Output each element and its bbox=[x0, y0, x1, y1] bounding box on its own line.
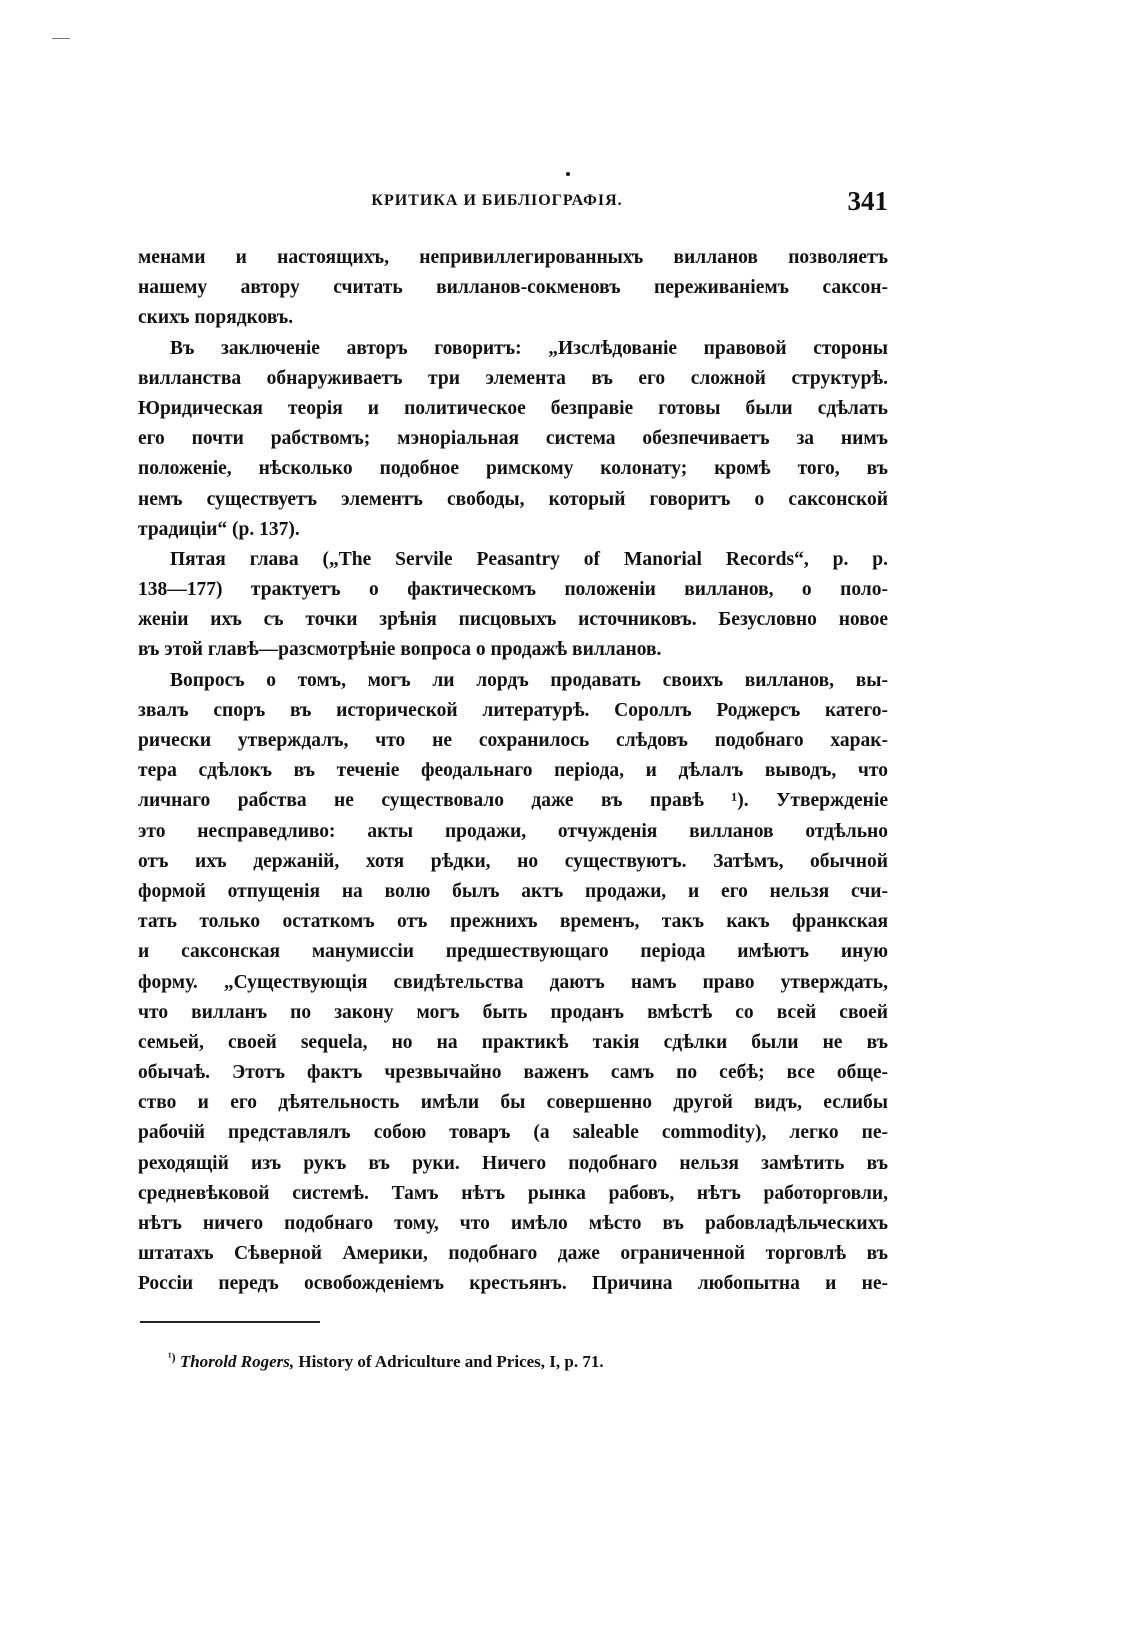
text-line: женіи ихъ съ точки зрѣнія писцовыхъ источниковъ. Безусловно новое bbox=[138, 609, 888, 631]
text-line: Вопросъ о томъ, могъ ли лордъ продавать своихъ вилланов, вы- bbox=[170, 669, 888, 691]
scan-edge-mark bbox=[52, 38, 70, 39]
text-line: Юридическая теорія и политическое безправіе готовы были сдѣлать bbox=[138, 397, 888, 419]
text-line: форму. „Существующія свидѣтельства даютъ намъ право утверждать, bbox=[138, 971, 888, 993]
footnote-author: Thorold Rogers, bbox=[179, 1352, 295, 1371]
text-line: вилланства обнаруживаетъ три элемента въ его сложной структурѣ. bbox=[138, 367, 888, 389]
text-line: личнаго рабства не существовало даже въ правѣ ¹). Утвержденіе bbox=[138, 790, 888, 812]
text-line: штатахъ Сѣверной Америки, подобнаго даже ограниченной торговлѣ въ bbox=[138, 1243, 888, 1265]
footnote bbox=[168, 1350, 604, 1372]
running-head: КРИТИКА И БИБЛІОГРАФІЯ. bbox=[371, 192, 623, 209]
text-line: его почти рабствомъ; мэноріальная система обезпечиваетъ за нимъ bbox=[138, 428, 888, 450]
text-line: обычаѣ. Этотъ фактъ чрезвычайно важенъ самъ по себѣ; все обще- bbox=[138, 1062, 888, 1084]
text-line: и саксонская манумиссіи предшествующаго періода имѣютъ иную bbox=[138, 941, 888, 963]
text-line: тать только остаткомъ отъ прежнихъ временъ, такъ какъ франкская bbox=[138, 911, 888, 933]
text-line: средневѣковой системѣ. Тамъ нѣтъ рынка рабовъ, нѣтъ работорговли, bbox=[138, 1182, 888, 1204]
text-line: Въ заключеніе авторъ говоритъ: „Изслѣдованіе правовой стороны bbox=[170, 337, 888, 359]
footnote-divider bbox=[140, 1321, 320, 1323]
text-line: отъ ихъ держаній, хотя рѣдки, но существуютъ. Затѣмъ, обычной bbox=[138, 850, 888, 872]
footnote-marker: ¹) bbox=[168, 1350, 176, 1364]
text-line: реходящій изъ рукъ въ руки. Ничего подобнаго нельзя замѣтить въ bbox=[138, 1152, 888, 1174]
body-text bbox=[138, 243, 888, 1300]
text-line: Россіи передъ освобожденіемъ крестьянъ. Причина любопытна и не- bbox=[138, 1273, 888, 1295]
text-line: формой отпущенія на волю былъ актъ продажи, и его нельзя счи- bbox=[138, 880, 888, 902]
text-line: нашему автору считать вилланов-сокменовъ переживаніемъ саксон- bbox=[138, 277, 888, 299]
text-line: что вилланъ по закону могъ быть проданъ вмѣстѣ со всей своей bbox=[138, 1001, 888, 1023]
text-line: скихъ порядковъ. bbox=[138, 307, 294, 329]
text-line: рически утверждалъ, что не сохранилось слѣдовъ подобнаго харак- bbox=[138, 730, 888, 751]
print-speck bbox=[566, 172, 570, 176]
text-line: семьей, своей sequela, но на практикѣ такія сдѣлки были не въ bbox=[138, 1031, 888, 1053]
text-line: Пятая глава („The Servile Peasantry of Manorial Records“, p. p. bbox=[170, 548, 888, 570]
footnote-text: History of Adriculture and Prices, I, p. 71. bbox=[298, 1352, 604, 1371]
text-line: ство и его дѣятельность имѣли бы совершенно другой видъ, еслибы bbox=[138, 1092, 888, 1114]
text-line: рабочій представлялъ собою товаръ (a saleable commodity), легко пе- bbox=[138, 1122, 888, 1144]
text-line: это несправедливо: акты продажи, отчужденія вилланов отдѣльно bbox=[138, 820, 888, 842]
text-line: 138—177) трактуетъ о фактическомъ положеніи вилланов, о поло- bbox=[138, 579, 888, 601]
text-line: въ этой главѣ—разсмотрѣніе вопроса о продажѣ вилланов. bbox=[138, 639, 662, 661]
page-number: 341 bbox=[847, 186, 888, 216]
text-line: звалъ споръ въ исторической литературѣ. Сороллъ Роджерсъ катего- bbox=[138, 699, 888, 721]
page-header bbox=[196, 186, 888, 222]
text-line: немъ существуетъ элементъ свободы, который говоритъ о саксонской bbox=[138, 488, 888, 510]
text-line: тера сдѣлокъ въ теченіе феодальнаго періода, и дѣлалъ выводъ, что bbox=[138, 760, 888, 782]
text-line: традиціи“ (р. 137). bbox=[138, 518, 300, 540]
text-line: нѣтъ ничего подобнаго тому, что имѣло мѣсто въ рабовладѣльческихъ bbox=[138, 1213, 888, 1234]
text-line: менами и настоящихъ, непривиллегированныхъ вилланов позволяетъ bbox=[138, 247, 888, 268]
text-line: положеніе, нѣсколько подобное римскому колонату; кромѣ того, въ bbox=[138, 458, 888, 480]
